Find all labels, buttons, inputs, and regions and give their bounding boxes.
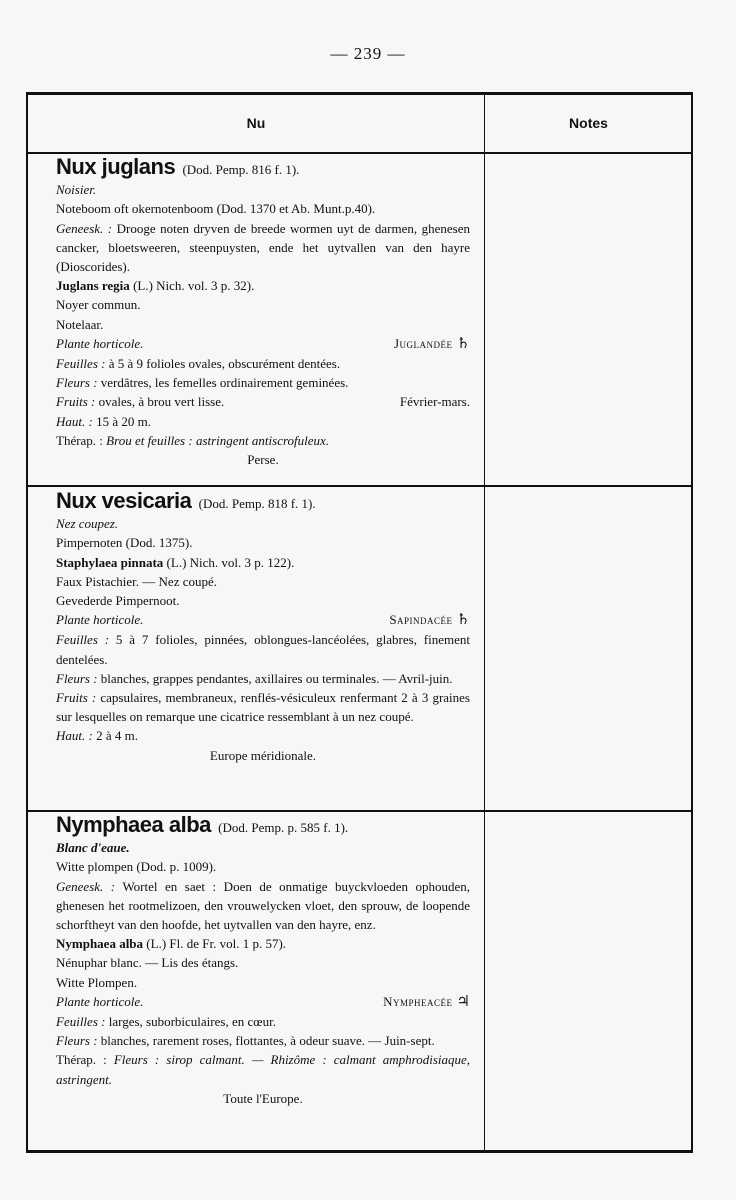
common-name: Gevederde Pimpernoot.	[56, 593, 180, 609]
family-name: Nympheacée	[383, 993, 453, 1009]
linnaean-line	[56, 934, 470, 953]
perennial-herb-symbol-icon: ♃	[456, 993, 470, 1010]
feuilles-line	[56, 354, 470, 373]
fleurs-label: Fleurs :	[56, 670, 98, 686]
entry-title: Nux vesicaria	[56, 488, 192, 513]
plante-line	[56, 610, 470, 630]
linnaean-name: Staphylaea pinnata	[56, 554, 164, 570]
fruits-line	[56, 392, 470, 411]
column-header-notes: Notes	[569, 115, 608, 131]
region: Europe méridionale.	[209, 747, 317, 763]
haut-label: Haut. :	[56, 413, 93, 429]
family-name: Juglandée	[393, 335, 453, 351]
therap-label: Thérap. :	[56, 432, 103, 448]
plante-label: Plante horticole.	[56, 335, 144, 351]
geneesk-text: Drooge noten dryven de breede wormen uyt de darmen, ghenesen cancker, bloetsweeren, steenpuysten, ende het uytvallen van den hayre (Dioscorides).	[56, 220, 471, 275]
fleurs-line	[56, 373, 470, 392]
dutch-name: Witte plompen (Dod. p. 1009).	[56, 859, 217, 875]
fleurs-label: Fleurs :	[56, 1033, 98, 1049]
entry-title: Nux juglans	[56, 154, 176, 179]
dutch-name: Pimpernoten (Dod. 1375).	[56, 535, 193, 551]
linnaean-line	[56, 276, 470, 295]
fruits-text: capsulaires, membraneux, renflés-vésiculeux renfermant 2 à 3 graines sur lesquelles on remarque une cicatrice ressemblant à un nez coupé.	[56, 690, 470, 725]
family-name: Sapindacée	[389, 612, 453, 628]
common-name: Nénuphar blanc. — Lis des étangs.	[56, 955, 239, 971]
therap-label: Thérap. :	[56, 1052, 107, 1068]
page-number: — 239 —	[330, 44, 406, 63]
linnaean-ref: (L.) Nich. vol. 3 p. 32).	[133, 278, 255, 294]
french-name: Noisier.	[56, 182, 97, 198]
linnaean-name: Juglans regia	[56, 278, 130, 294]
entry-nymphaea-alba	[28, 812, 484, 1108]
feuilles-line	[56, 1012, 470, 1031]
fleurs-text: blanches, grappes pendantes, axillaires ou terminales. — Avril-juin.	[100, 670, 453, 686]
linnaean-ref: (L.) Nich. vol. 3 p. 122).	[166, 554, 295, 570]
geneesk-text: Wortel en saet : Doen de onmatige buyckvloeden ophouden, ghenesen het rootmelizoen, den vrouwelycken vloet, den sprouw, de loopende schorftheyt van den hoofde, het uytvallen van den hayre, enz.	[56, 878, 471, 933]
entry-nux-juglans	[28, 154, 484, 469]
fruits-label: Fruits :	[56, 394, 96, 410]
therap-line	[56, 1050, 470, 1088]
fleurs-text: verdâtres, les femelles ordinairement geminées.	[100, 375, 349, 391]
fleurs-text: blanches, rarement roses, flottantes, à odeur suave. — Juin-sept.	[100, 1033, 435, 1049]
fleurs-line	[56, 1031, 470, 1050]
common-name: Faux Pistachier. — Nez coupé.	[56, 573, 218, 589]
entry-ref: (Dod. Pemp. 816 f. 1).	[182, 162, 300, 177]
feuilles-label: Feuilles :	[56, 1014, 106, 1030]
region: Toute l'Europe.	[223, 1090, 303, 1106]
feuilles-text: 5 à 7 folioles, pinnées, oblongues-lancéolées, glabres, finement dentelées.	[56, 632, 470, 667]
french-name: Nez coupez.	[56, 516, 119, 532]
french-name: Blanc d'eaue.	[56, 840, 130, 856]
plante-line	[56, 334, 470, 354]
fruits-label: Fruits :	[56, 690, 97, 706]
feuilles-label: Feuilles :	[56, 632, 110, 648]
geneesk-paragraph	[56, 877, 470, 935]
common-name: Noyer commun.	[56, 297, 141, 313]
haut-label: Haut. :	[56, 728, 93, 744]
fleurs-label: Fleurs :	[56, 375, 98, 391]
linnaean-ref: (L.) Fl. de Fr. vol. 1 p. 57).	[146, 936, 287, 952]
entry-nux-vesicaria	[28, 488, 484, 765]
haut-text: 15 à 20 m.	[96, 413, 151, 429]
feuilles-line	[56, 630, 470, 668]
therap-text: Fleurs : sirop calmant. — Rhizôme : calmant amphrodisiaque, astringent.	[56, 1052, 471, 1087]
geneesk-label: Geneesk. :	[56, 220, 113, 236]
fruits-text: ovales, à brou vert lisse.	[98, 394, 225, 410]
geneesk-paragraph	[56, 219, 470, 277]
perennial-symbol-icon: ♄	[456, 612, 470, 629]
plante-label: Plante horticole.	[56, 993, 144, 1009]
haut-line	[56, 726, 470, 745]
common-name: Witte Plompen.	[56, 974, 138, 990]
linnaean-line	[56, 553, 470, 572]
feuilles-text: larges, suborbiculaires, en cœur.	[108, 1014, 276, 1030]
haut-text: 2 à 4 m.	[96, 728, 138, 744]
column-header-nu: Nu	[246, 115, 266, 131]
region: Perse.	[247, 452, 279, 468]
entry-separator	[28, 485, 691, 487]
feuilles-label: Feuilles :	[56, 356, 106, 372]
linnaean-name: Nymphaea alba	[56, 936, 144, 952]
column-divider	[484, 95, 485, 1150]
entry-ref: (Dod. Pemp. 818 f. 1).	[198, 496, 316, 511]
feuilles-text: à 5 à 9 folioles ovales, obscurément dentées.	[108, 356, 341, 372]
geneesk-label: Geneesk. :	[56, 878, 116, 894]
fleurs-line	[56, 669, 470, 688]
therap-text: Brou et feuilles : astringent antiscrofuleux.	[106, 432, 330, 448]
plante-line	[56, 992, 470, 1012]
species-table	[26, 92, 693, 1153]
therap-line	[56, 431, 470, 450]
haut-line	[56, 412, 470, 431]
entry-ref: (Dod. Pemp. p. 585 f. 1).	[218, 820, 349, 835]
plante-label: Plante horticole.	[56, 612, 144, 628]
perennial-symbol-icon: ♄	[456, 335, 470, 352]
fruits-line	[56, 688, 470, 726]
fruits-period: Février-mars.	[399, 394, 470, 410]
entry-title: Nymphaea alba	[56, 812, 211, 837]
dutch-name: Noteboom oft okernotenboom (Dod. 1370 et Ab. Munt.p.40).	[56, 201, 376, 217]
common-name: Notelaar.	[56, 316, 104, 332]
